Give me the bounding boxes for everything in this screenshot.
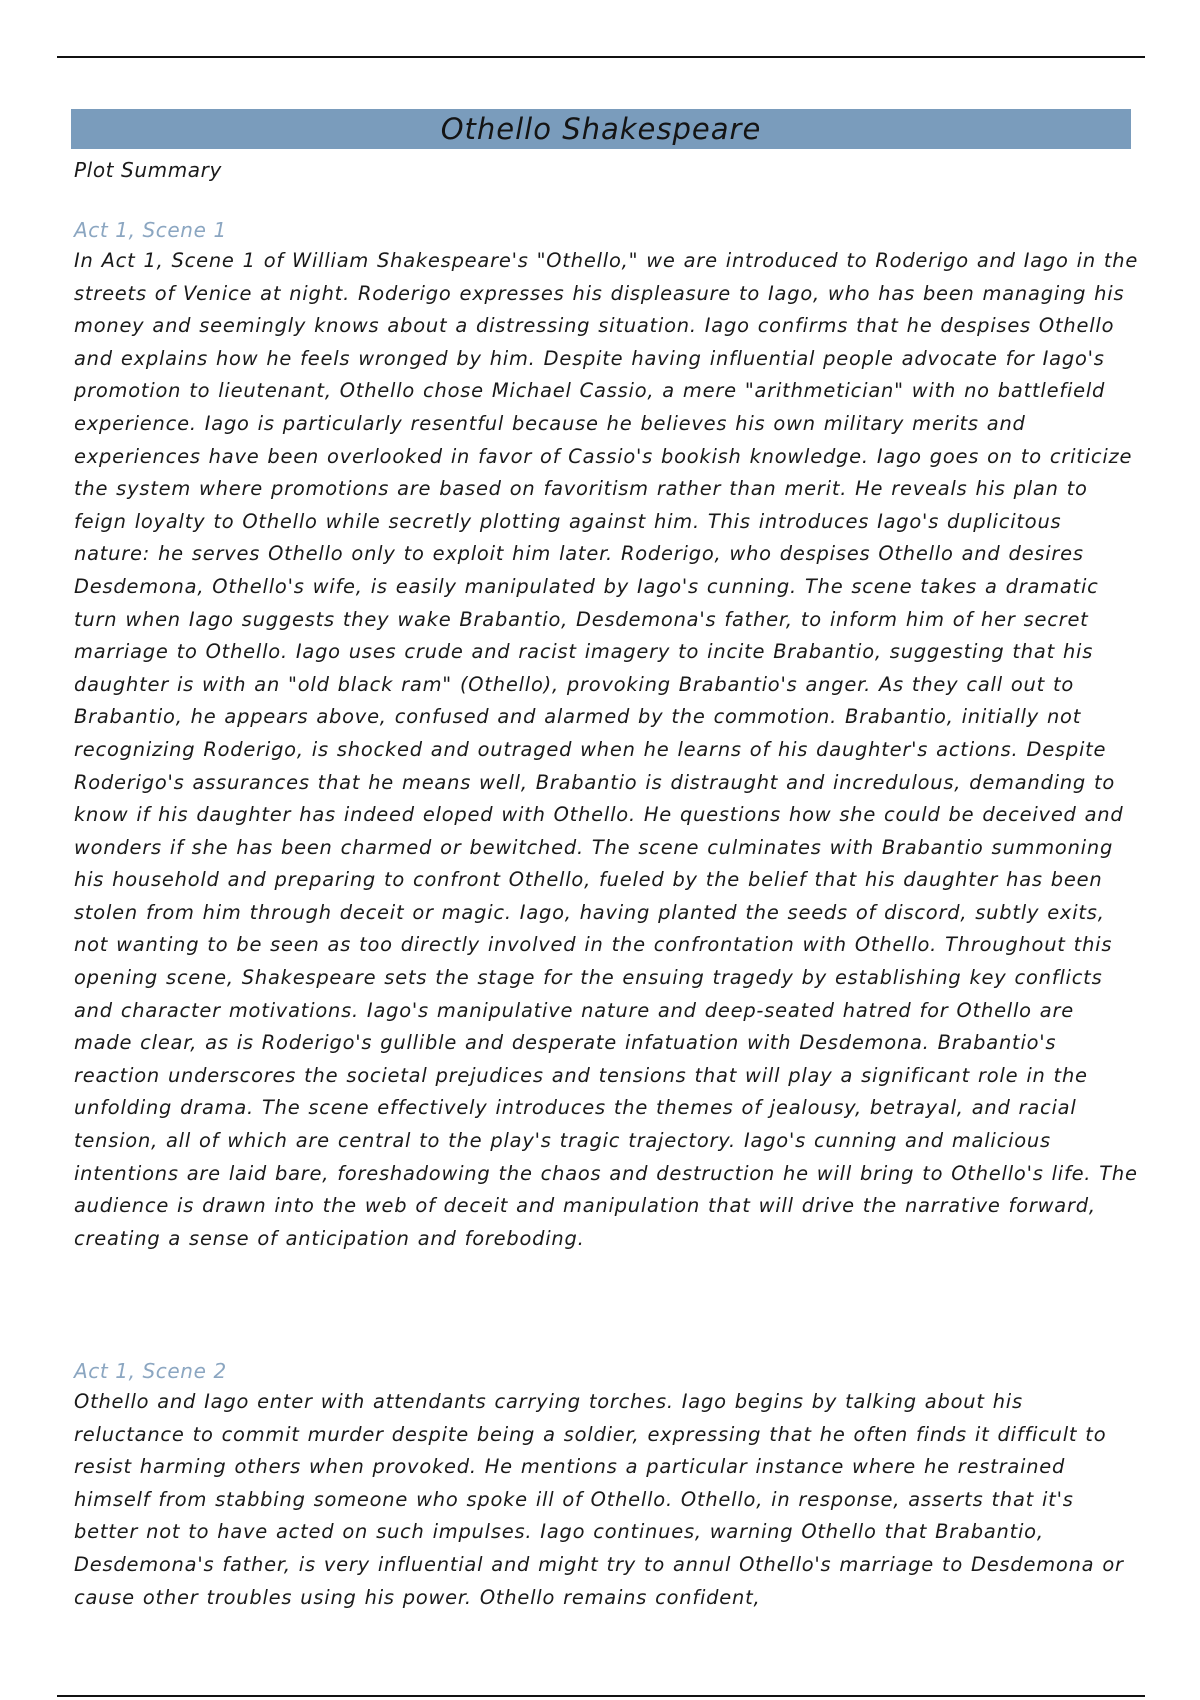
- title-bar: [71, 109, 1131, 149]
- section-act1-scene1: [74, 215, 1140, 1255]
- section-heading: Act 1, Scene 1: [74, 218, 227, 242]
- section-act1-scene2: [74, 1356, 1140, 1614]
- top-rule: [57, 56, 1145, 58]
- section-heading: Act 1, Scene 2: [74, 1359, 227, 1383]
- section-body: In Act 1, Scene 1 of William Shakespeare's "Othello," we are introduced to Roderigo and Iago in the streets of Venice at night. Roderigo expresses his displeasure to Iago, who has been managing his money and seemingly knows about a distressing situation. Iago confirms that he despises Othello and explains how he feels wronged by him. Despite having influential people advocate for Iago's promotion to lieutenant, Othello chose Michael Cassio, a mere "arithmetician" with no battlefield experience. Iago is particularly resentful because he believes his own military merits and experiences have been overlooked in favor of Cassio's bookish knowledge. Iago goes on to criticize the system where promotions are based on favoritism rather than merit. He reveals his plan to feign loyalty to Othello while secretly plotting against him. This introduces Iago's duplicitous nature: he serves Othello only to exploit him later. Roderigo, who despises Othello and desires Desdemona, Othello's wife, is easily manipulated by Iago's cunning. The scene takes a dramatic turn when Iago suggests they wake Brabantio, Desdemona's father, to inform him of her secret marriage to Othello. Iago uses crude and racist imagery to incite Brabantio, suggesting that his daughter is with an "old black ram" (Othello), provoking Brabantio's anger. As they call out to Brabantio, he appears above, confused and alarmed by the commotion. Brabantio, initially not recognizing Roderigo, is shocked and outraged when he learns of his daughter's actions. Despite Roderigo's assurances that he means well, Brabantio is distraught and incredulous, demanding to know if his daughter has indeed eloped with Othello. He questions how she could be deceived and wonders if she has been charmed or bewitched. The scene culminates with Brabantio summoning his household and preparing to confront Othello, fueled by the belief that his daughter has been stolen from him through deceit or magic. Iago, having planted the seeds of discord, subtly exits, not wanting to be seen as too directly involved in the confrontation with Othello. Throughout this opening scene, Shakespeare sets the stage for the ensuing tragedy by establishing key conflicts and character motivations. Iago's manipulative nature and deep-seated hatred for Othello are made clear, as is Roderigo's gullible and desperate infatuation with Desdemona. Brabantio's reaction underscores the societal prejudices and tensions that will play a significant role in the unfolding drama. The scene effectively introduces the themes of jealousy, betrayal, and racial tension, all of which are central to the play's tragic trajectory. Iago's cunning and malicious intentions are laid bare, foreshadowing the chaos and destruction he will bring to Othello's life. The audience is drawn into the web of deceit and manipulation that will drive the narrative forward, creating a sense of anticipation and foreboding.: [74, 249, 1139, 1250]
- page-title: Othello Shakespeare: [440, 112, 762, 146]
- page-subtitle: Plot Summary: [74, 158, 222, 182]
- bottom-rule: [57, 1695, 1145, 1697]
- section-body: Othello and Iago enter with attendants carrying torches. Iago begins by talking about his reluctance to commit murder despite being a soldier, expressing that he often finds it difficult to resist harming others when provoked. He mentions a particular instance where he restrained himself from stabbing someone who spoke ill of Othello. Othello, in response, asserts that it's better not to have acted on such impulses. Iago continues, warning Othello that Brabantio, Desdemona's father, is very influential and might try to annul Othello's marriage to Desdemona or cause other troubles using his power. Othello remains confident,: [74, 1390, 1124, 1609]
